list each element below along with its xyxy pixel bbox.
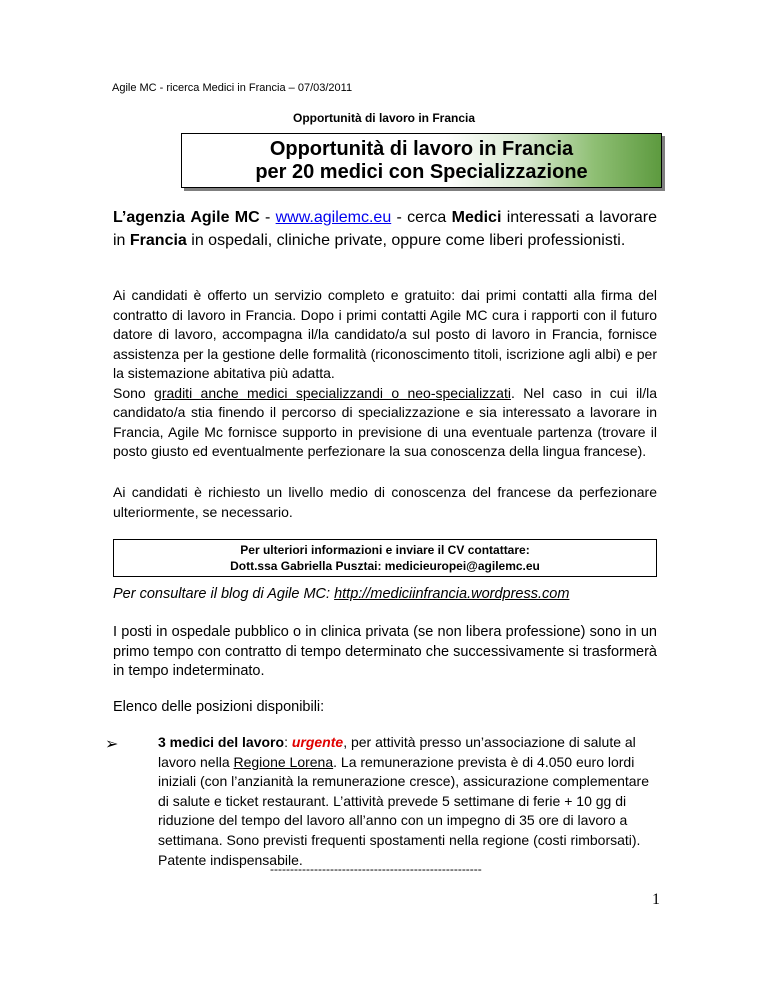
title-line-2: per 20 medici con Specializzazione [255,161,588,183]
blog-line [113,586,569,602]
website-link[interactable]: www.agilemc.eu [275,209,392,226]
blog-link[interactable]: http://mediciinfrancia.wordpress.com [334,586,570,602]
contact-box [113,539,657,577]
region-name: Regione Lorena [233,753,334,770]
contact-line-2: Dott.ssa Gabriella Pusztai: medicieuropei@agilemc.eu [230,559,540,573]
language-paragraph: Ai candidati è richiesto un livello medio di conoscenza del francese da perfezionare ulteriormente, se necessario. [113,484,657,520]
arrow-bullet-icon: ➢ [105,736,119,753]
title-line-1: Opportunità di lavoro in Francia [269,138,574,160]
document-header-meta: Agile MC - ricerca Medici in Francia – 07/03/2011 [112,82,353,94]
intro-text-4: in ospedali, cliniche private, oppure come liberi professionisti. [186,232,626,249]
services-text: Ai candidati è offerto un servizio completo e gratuito: dai primi contatti alla firma del contratto di lavoro in Francia. Dopo i primi contatti Agile MC cura i rapporti con il futuro datore di lavoro, accompagna il/la candidato/a sul posto di lavoro in Francia, fornisce assistenza per la gestione delle formalità (riconoscimento titoli, iscrizione agli albi) e per la sistemazione abitativa più adatta. [113,287,657,381]
services-paragraph [113,286,657,462]
position-text-2: . La remunerazione prevista è di 4.050 euro lordi iniziali (con l’anzianità la remunerazione cresce), assicurazione complementare di salute e ticket restaurant. L’attività prevede 5 settimane di ferie + 10 gg di riduzione del tempo del lavoro all’anno con un impegno di 35 ore di lavoro a settimana. Sono previsti frequenti spostamenti nella regione (costi rimborsati). Patente indispensabile. [158,753,650,868]
position-text-1: , per attività presso un’associazione di salute al lavoro nella [158,734,636,770]
title-box-shadow-bottom [184,188,665,191]
contract-paragraph: I posti in ospedale pubblico o in clinica privata (se non libera professione) sono in un primo tempo con contratto di tempo determinato che successivamente si trasformerà in tempo indeterminato. [113,624,657,679]
specializzandi-underlined: graditi anche medici specializzandi o neo-specializzati [154,384,511,401]
intro-lead: L’agenzia [113,209,186,226]
contact-line-1: Per ulteriori informazioni e inviare il CV contattare: [240,543,530,557]
section-title: Opportunità di lavoro in Francia [292,111,475,125]
separator-line: ----------------------------------------------------- [270,862,482,876]
medici-word: Medici [451,209,502,226]
position-item [158,733,658,870]
intro-text-2: - cerca [391,209,452,226]
page-number: 1 [652,891,660,908]
agency-name: Agile MC [190,209,260,226]
specializzandi-pre: Sono [113,384,155,401]
position-sep: : [284,734,292,750]
title-box-shadow-right [662,136,665,191]
blog-label: Per consultare il blog di Agile MC: [113,586,335,602]
francia-word: Francia [129,232,187,249]
title-box [181,133,662,188]
intro-dash: - [259,209,276,226]
intro-paragraph [113,206,657,252]
urgent-label: urgente [291,734,344,750]
specializzandi-post: . Nel caso in cui il/la candidato/a stia finendo il percorso di specializzazione e sia interessato a lavorare in Francia, Agile Mc fornisce supporto in previsione di una eventuale partenza (trovare il posto giusto ed eventualmente perfezionare la sua conoscenza della lingua francese). [113,384,657,459]
intro-text-3: interessati a lavorare in [113,209,657,249]
position-title: 3 medici del lavoro [158,734,285,750]
positions-heading: Elenco delle posizioni disponibili: [113,699,325,715]
